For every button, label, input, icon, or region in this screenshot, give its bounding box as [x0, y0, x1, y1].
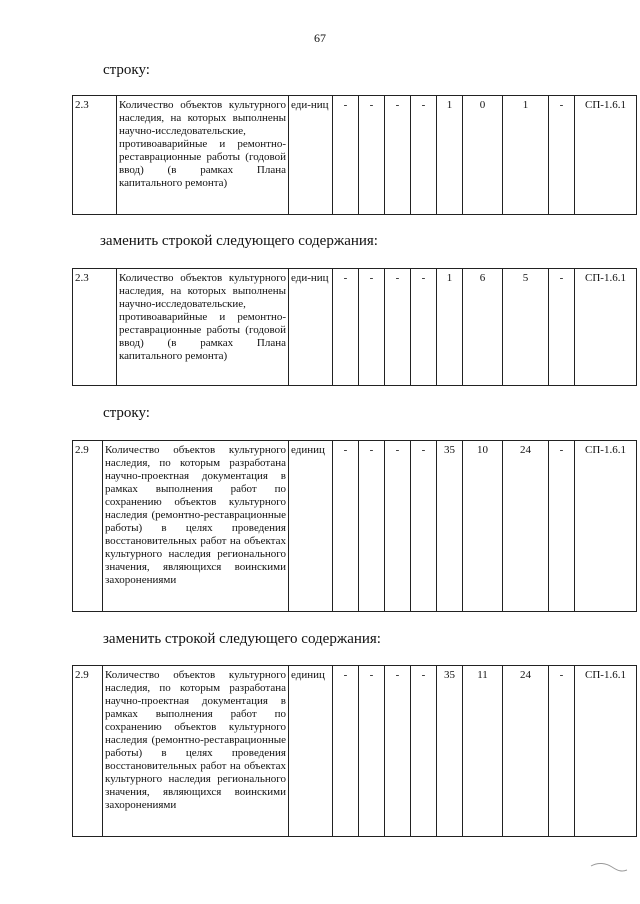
code-cell: СП-1.6.1 — [575, 441, 637, 612]
table-row — [73, 666, 637, 837]
value-cell: - — [333, 441, 359, 612]
unit-cell: единиц — [289, 666, 333, 837]
section-heading: заменить строкой следующего содержания: — [103, 631, 381, 647]
value-cell: 1 — [437, 269, 463, 386]
row-table — [72, 95, 637, 215]
value-cell: - — [333, 666, 359, 837]
code-cell: СП-1.6.1 — [575, 96, 637, 215]
row-table — [72, 268, 637, 386]
indicator-name: Количество объектов культурного наследия, по которым разработана научно-проектная документация в рамках выполнения работ по сохранению объектов культурного наследия (ремонтно-реставрационные работы) в целях проведения восстановительных работ на объектах культурного наследия регионального значения, являющихся воинскими захоронениями — [103, 666, 289, 837]
indicator-name: Количество объектов культурного наследия, на которых выполнены научно-исследовательские, противоаварийные и ремонтно-реставрационные работы (годовой ввод) (в рамках Плана капитального ремонта) — [117, 269, 289, 386]
table-row — [73, 269, 637, 386]
value-cell: 1 — [437, 96, 463, 215]
value-cell: - — [549, 666, 575, 837]
value-cell: - — [359, 666, 385, 837]
unit-cell: единиц — [289, 441, 333, 612]
unit-cell: еди-ниц — [289, 269, 333, 386]
value-cell: - — [385, 96, 411, 215]
value-cell: - — [333, 96, 359, 215]
row-number: 2.9 — [73, 666, 103, 837]
value-cell: 35 — [437, 666, 463, 837]
value-cell: 24 — [503, 441, 549, 612]
value-cell: - — [549, 441, 575, 612]
value-cell: - — [549, 96, 575, 215]
row-number: 2.3 — [73, 96, 117, 215]
section-heading: строку: — [103, 405, 150, 421]
value-cell: - — [411, 666, 437, 837]
value-cell: 11 — [463, 666, 503, 837]
value-cell: - — [359, 96, 385, 215]
value-cell: 35 — [437, 441, 463, 612]
unit-cell: еди-ниц — [289, 96, 333, 215]
value-cell: 6 — [463, 269, 503, 386]
value-cell: - — [411, 269, 437, 386]
pen-mark — [590, 860, 628, 874]
table-row — [73, 441, 637, 612]
table-row — [73, 96, 637, 215]
value-cell: - — [333, 269, 359, 386]
value-cell: - — [411, 96, 437, 215]
value-cell: - — [359, 269, 385, 386]
section-heading: заменить строкой следующего содержания: — [100, 233, 378, 249]
indicator-name: Количество объектов культурного наследия, на которых выполнены научно-исследовательские, противоаварийные и ремонтно-реставрационные работы (годовой ввод) (в рамках Плана капитального ремонта) — [117, 96, 289, 215]
value-cell: - — [359, 441, 385, 612]
row-table — [72, 665, 637, 837]
section-heading: строку: — [103, 62, 150, 78]
value-cell: 1 — [503, 96, 549, 215]
value-cell: 24 — [503, 666, 549, 837]
value-cell: - — [549, 269, 575, 386]
code-cell: СП-1.6.1 — [575, 269, 637, 386]
indicator-name: Количество объектов культурного наследия, по которым разработана научно-проектная документация в рамках выполнения работ по сохранению объектов культурного наследия (ремонтно-реставрационные работы) в целях проведения восстановительных работ на объектах культурного наследия регионального значения, являющихся воинскими захоронениями — [103, 441, 289, 612]
page-number: 67 — [314, 31, 326, 45]
row-number: 2.9 — [73, 441, 103, 612]
row-table — [72, 440, 637, 612]
value-cell: - — [411, 441, 437, 612]
value-cell: 0 — [463, 96, 503, 215]
code-cell: СП-1.6.1 — [575, 666, 637, 837]
value-cell: 10 — [463, 441, 503, 612]
value-cell: - — [385, 269, 411, 386]
row-number: 2.3 — [73, 269, 117, 386]
value-cell: 5 — [503, 269, 549, 386]
value-cell: - — [385, 666, 411, 837]
value-cell: - — [385, 441, 411, 612]
